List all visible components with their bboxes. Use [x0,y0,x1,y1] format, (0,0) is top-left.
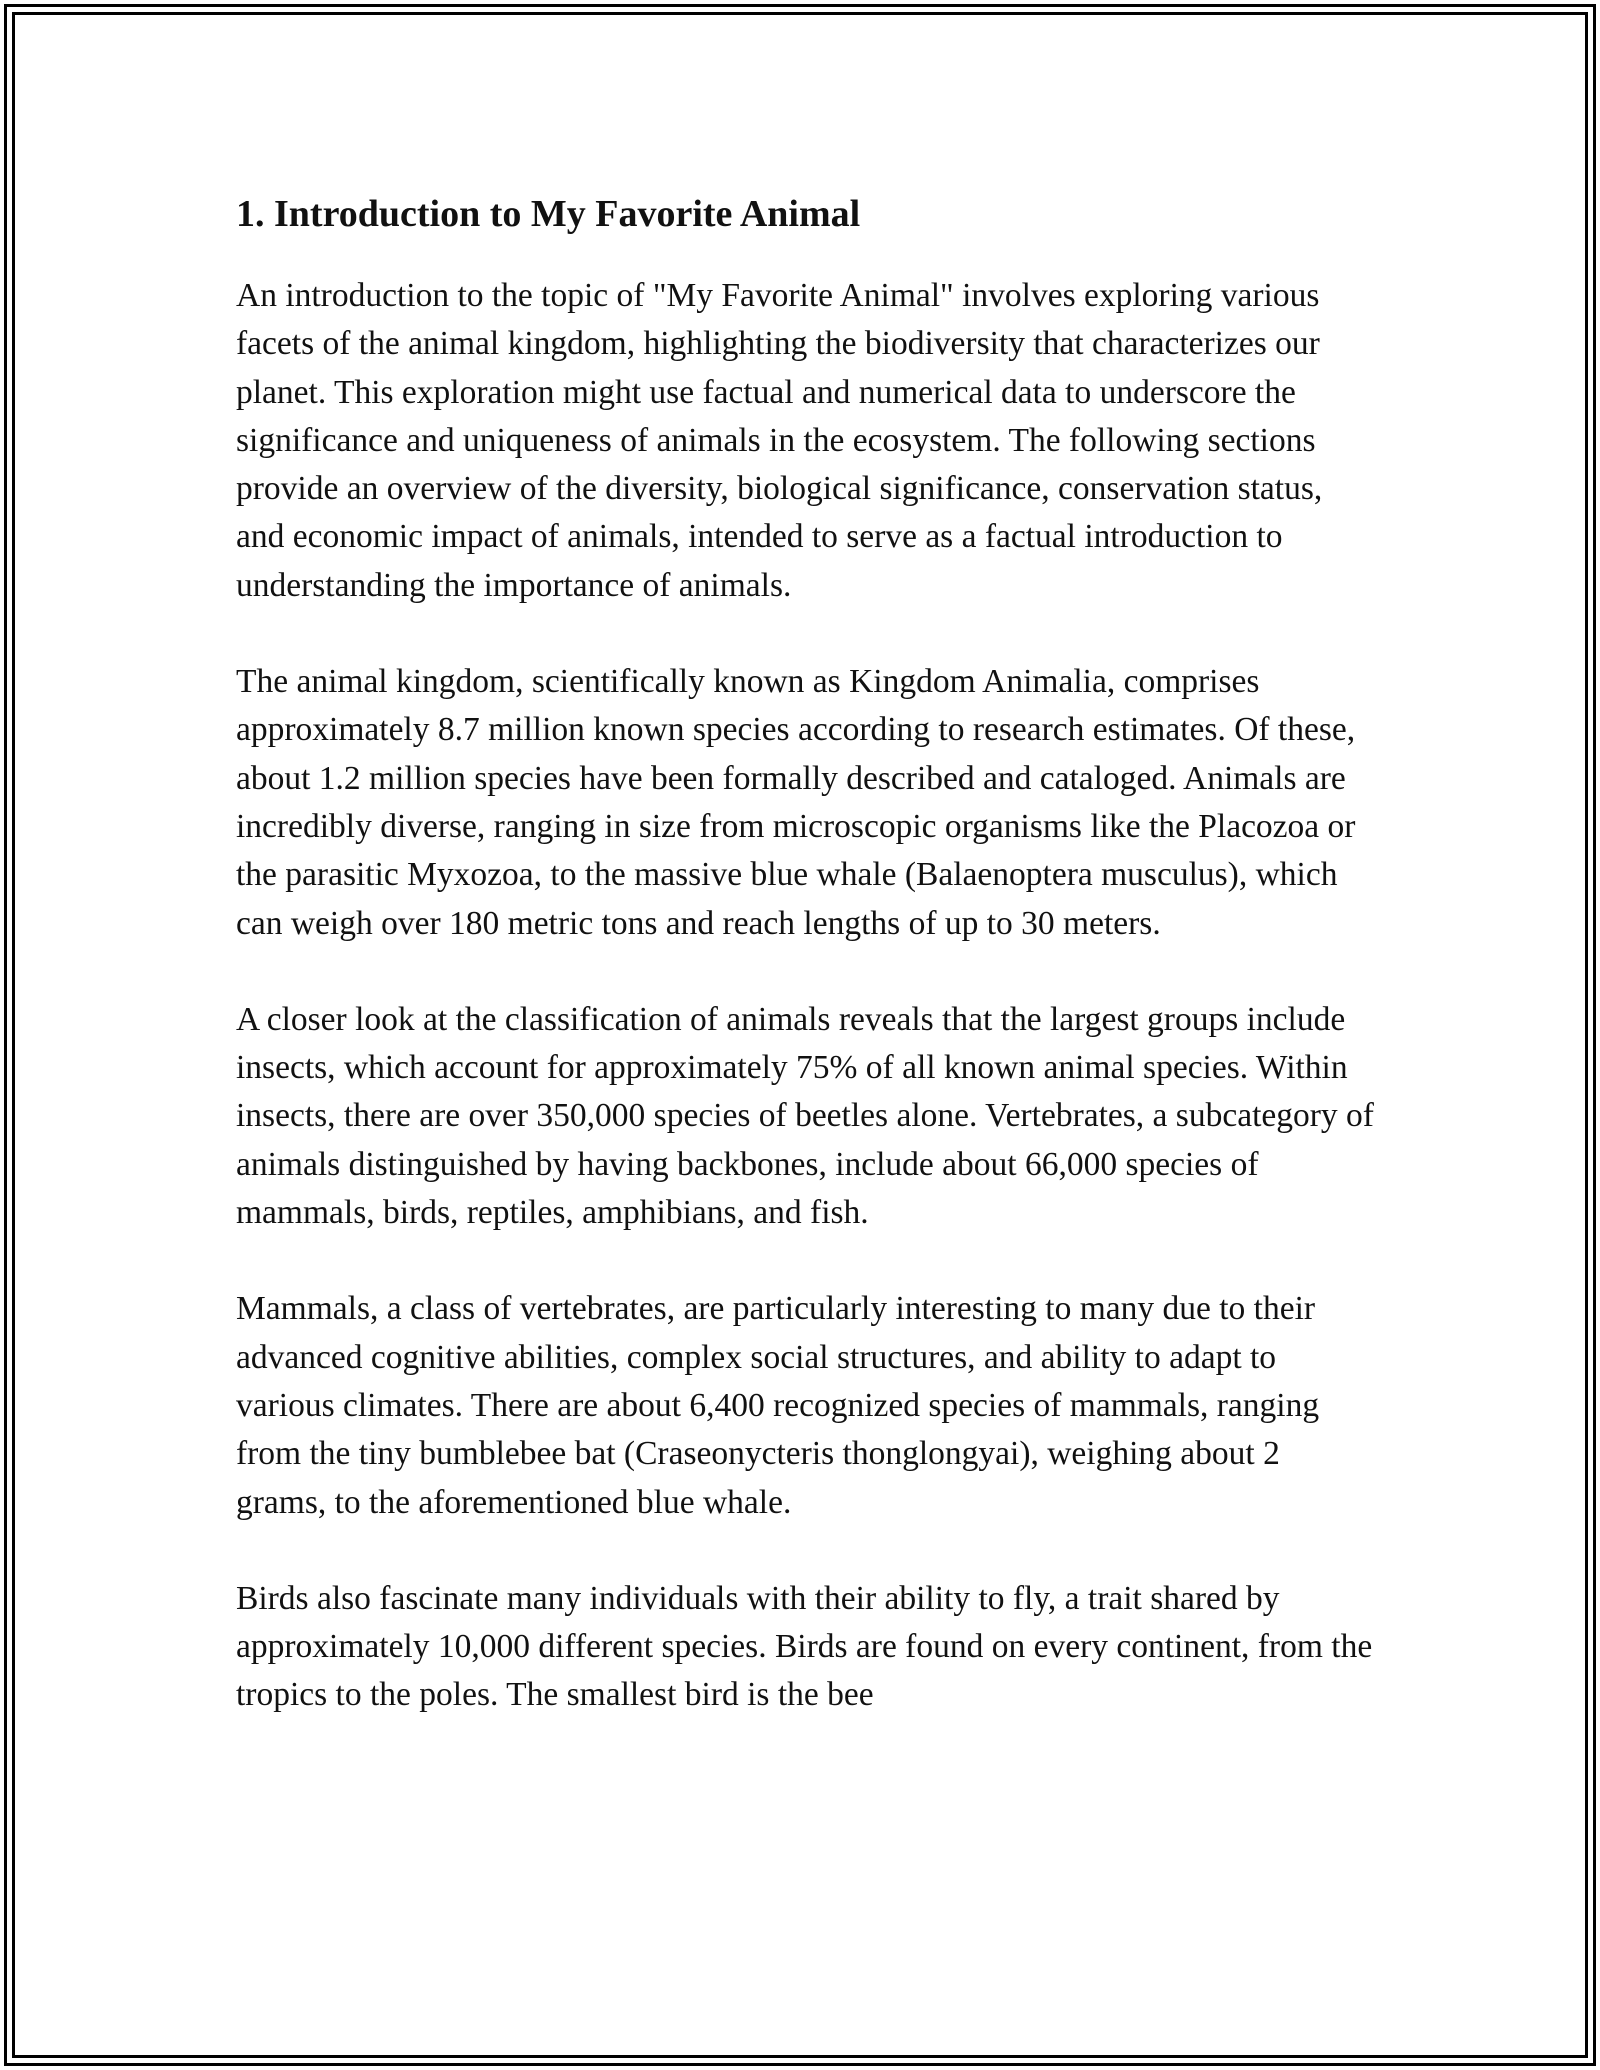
paragraph-intro: An introduction to the topic of "My Favorite Animal" involves exploring various facets of the animal kingdom, highlighting the biodiversity that characterizes our planet. This exploration might use factual and numerical data to underscore the significance and uniqueness of animals in the ecosystem. The following sections provide an overview of the diversity, biological significance, conservation status, and economic impact of animals, intended to serve as a factual introduction to understanding the importance of animals. [236,277,1323,604]
paragraph-classification: A closer look at the classification of animals reveals that the largest groups include insects, which account for approximately 75% of all known animal species. Within insects, there are over 350,000 species of beetles alone. Vertebrates, a subcategory of animals distinguished by having backbones, include about 66,000 species of mammals, birds, reptiles, amphibians, and fish. [236,1000,1374,1232]
paragraph-birds: Birds also fascinate many individuals with their ability to fly, a trait shared by approximately 10,000 different species. Birds are found on every continent, from the tropics to the poles. The smallest bird is the bee [236,1579,1373,1714]
section-heading: 1. Introduction to My Favorite Animal [236,193,861,235]
document-body [236,186,1376,1768]
paragraph-animal-kingdom: The animal kingdom, scientifically known as Kingdom Animalia, comprises approximately 8.7 million known species according to research estimates. Of these, about 1.2 million species have been formally described and cataloged. Animals are incredibly diverse, ranging in size from microscopic organisms like the Placozoa or the parasitic Myxozoa, to the massive blue whale (Balaenoptera musculus), which can weigh over 180 metric tons and reach lengths of up to 30 meters. [236,663,1356,942]
paragraph-mammals: Mammals, a class of vertebrates, are particularly interesting to many due to their advanced cognitive abilities, complex social structures, and ability to adapt to various climates. There are about 6,400 recognized species of mammals, ranging from the tiny bumblebee bat (Craseonycteris thonglongyai), weighing about 2 grams, to the aforementioned blue whale. [236,1290,1320,1521]
